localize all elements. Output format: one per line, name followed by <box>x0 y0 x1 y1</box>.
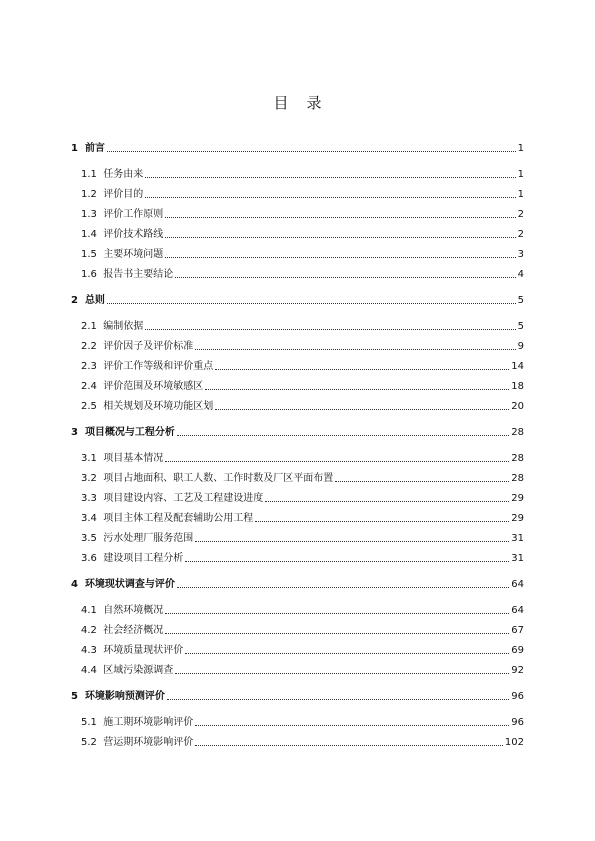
toc-entry-title: 编制依据 <box>103 321 144 332</box>
toc-entry-number: 1.1 <box>81 169 97 180</box>
toc-section-entry[interactable] <box>81 188 524 201</box>
toc-dot-leader <box>195 745 503 746</box>
toc-entry-label <box>81 360 214 373</box>
toc-entry-number: 3 <box>71 427 78 438</box>
toc-entry-label <box>81 604 164 617</box>
toc-section-entry[interactable] <box>81 360 524 373</box>
toc-entry-number: 2.5 <box>81 401 97 412</box>
toc-entry-number: 2.4 <box>81 381 97 392</box>
toc-dot-leader <box>177 587 509 588</box>
toc-entry-number: 3.1 <box>81 453 97 464</box>
toc-dot-leader <box>177 435 509 436</box>
toc-entry-title: 建设项目工程分析 <box>103 553 184 564</box>
toc-section-entry[interactable] <box>81 400 524 413</box>
toc-section-entry[interactable] <box>81 552 524 565</box>
toc-entry-label <box>81 400 214 413</box>
toc-section-entry[interactable] <box>81 208 524 221</box>
toc-entry-label <box>81 228 164 241</box>
toc-entry-title: 社会经济概况 <box>103 625 164 636</box>
toc-entry-title: 前言 <box>84 143 105 154</box>
toc-entry-title: 评价工作等级和评价重点 <box>103 361 214 372</box>
toc-section-entry[interactable] <box>81 736 524 749</box>
toc-page-number: 64 <box>511 579 524 590</box>
toc-entry-label <box>81 188 144 201</box>
toc-dot-leader <box>215 409 509 410</box>
toc-section-entry[interactable] <box>81 228 524 241</box>
toc-page-number: 4 <box>517 269 524 280</box>
toc-entry-title: 自然环境概况 <box>103 605 164 616</box>
toc-entry-title: 营运期环境影响评价 <box>103 737 194 748</box>
toc-section-entry[interactable] <box>81 380 524 393</box>
toc-section-entry[interactable] <box>81 472 524 485</box>
toc-dot-leader <box>145 177 515 178</box>
toc-dot-leader <box>145 197 515 198</box>
toc-entry-number: 1.2 <box>81 189 97 200</box>
toc-entry-number: 5 <box>71 691 78 702</box>
toc-section-entry[interactable] <box>81 604 524 617</box>
toc-entry-number: 5.1 <box>81 717 97 728</box>
toc-page-number: 96 <box>511 717 524 728</box>
toc-dot-leader <box>195 349 515 350</box>
toc-entry-title: 任务由来 <box>103 169 144 180</box>
toc-page-number: 31 <box>511 533 524 544</box>
toc-dot-leader <box>175 673 509 674</box>
toc-entry-number: 1 <box>71 143 78 154</box>
toc-entry-number: 1.3 <box>81 209 97 220</box>
toc-entry-label <box>71 690 166 703</box>
toc-entry-number: 4 <box>71 579 78 590</box>
toc-entry-number: 4.4 <box>81 665 97 676</box>
toc-entry-label <box>81 716 194 729</box>
toc-dot-leader <box>165 217 515 218</box>
toc-entry-title: 评价工作原则 <box>103 209 164 220</box>
toc-chapter-entry[interactable] <box>71 690 524 703</box>
toc-dot-leader <box>107 303 516 304</box>
toc-entry-label <box>71 294 106 307</box>
toc-page-number: 1 <box>517 189 524 200</box>
toc-entry-title: 污水处理厂服务范围 <box>103 533 194 544</box>
toc-entry-label <box>81 532 194 545</box>
toc-entry-label <box>81 552 184 565</box>
toc-entry-title: 项目建设内容、工艺及工程建设进度 <box>103 493 264 504</box>
toc-entry-number: 3.3 <box>81 493 97 504</box>
toc-dot-leader <box>185 561 509 562</box>
toc-section-entry[interactable] <box>81 664 524 677</box>
toc-dot-leader <box>175 277 515 278</box>
toc-entry-label <box>71 426 176 439</box>
toc-page-number: 18 <box>511 381 524 392</box>
toc-page-number: 31 <box>511 553 524 564</box>
toc-entry-title: 项目主体工程及配套辅助公用工程 <box>103 513 254 524</box>
toc-dot-leader <box>165 461 509 462</box>
toc-entry-title: 环境影响预测评价 <box>84 691 165 702</box>
toc-entry-number: 1.6 <box>81 269 97 280</box>
toc-entry-label <box>81 208 164 221</box>
toc-entry-number: 1.4 <box>81 229 97 240</box>
toc-entry-title: 主要环境问题 <box>103 249 164 260</box>
toc-entry-number: 4.1 <box>81 605 97 616</box>
toc-chapter-entry[interactable] <box>71 142 524 155</box>
toc-page-number: 64 <box>511 605 524 616</box>
toc-entry-number: 2.3 <box>81 361 97 372</box>
toc-dot-leader <box>195 541 509 542</box>
toc-entry-label <box>81 492 264 505</box>
toc-page-number: 20 <box>511 401 524 412</box>
toc-dot-leader <box>215 369 509 370</box>
toc-entry-number: 2.1 <box>81 321 97 332</box>
toc-page-number: 92 <box>511 665 524 676</box>
toc-entry-label <box>81 624 164 637</box>
toc-entry-number: 4.2 <box>81 625 97 636</box>
toc-entry-label <box>81 268 174 281</box>
toc-section-entry[interactable] <box>81 452 524 465</box>
toc-entry-label <box>81 248 164 261</box>
toc-entry-title: 报告书主要结论 <box>103 269 174 280</box>
toc-chapter-entry[interactable] <box>71 578 524 591</box>
toc-entry-label <box>71 578 176 591</box>
toc-entry-label <box>81 320 144 333</box>
toc-entry-label <box>81 380 204 393</box>
toc-page-number: 3 <box>517 249 524 260</box>
toc-section-entry[interactable] <box>81 644 524 657</box>
toc-entry-title: 区域污染源调查 <box>103 665 174 676</box>
toc-page-number: 28 <box>511 453 524 464</box>
toc-entry-title: 相关规划及环境功能区划 <box>103 401 214 412</box>
toc-title: 目录 <box>273 94 340 112</box>
toc-dot-leader <box>195 725 509 726</box>
toc-entry-number: 3.4 <box>81 513 97 524</box>
toc-page-number: 2 <box>517 229 524 240</box>
toc-page-number: 14 <box>511 361 524 372</box>
toc-dot-leader <box>165 257 515 258</box>
toc-section-entry[interactable] <box>81 532 524 545</box>
toc-entry-number: 5.2 <box>81 737 97 748</box>
toc-page-number: 28 <box>511 473 524 484</box>
toc-entry-title: 项目概况与工程分析 <box>84 427 175 438</box>
toc-entry-label <box>81 736 194 749</box>
toc-entry-title: 项目占地面积、职工人数、工作时数及厂区平面布置 <box>103 473 334 484</box>
toc-entry-title: 环境现状调查与评价 <box>84 579 175 590</box>
toc-dot-leader <box>205 389 509 390</box>
toc-entry-title: 评价因子及评价标准 <box>103 341 194 352</box>
toc-page-number: 2 <box>517 209 524 220</box>
toc-dot-leader <box>167 699 509 700</box>
toc-page-number: 29 <box>511 513 524 524</box>
toc-entry-label <box>81 664 174 677</box>
toc-entry-title: 评价技术路线 <box>103 229 164 240</box>
toc-entry-title: 项目基本情况 <box>103 453 164 464</box>
toc-dot-leader <box>185 653 509 654</box>
toc-entry-number: 1.5 <box>81 249 97 260</box>
toc-section-entry[interactable] <box>81 624 524 637</box>
toc-section-entry[interactable] <box>81 268 524 281</box>
toc-entry-label <box>81 452 164 465</box>
toc-page-number: 5 <box>517 295 524 306</box>
toc-entry-label <box>81 168 144 181</box>
toc-section-entry[interactable] <box>81 716 524 729</box>
toc-entry-title: 环境质量现状评价 <box>103 645 184 656</box>
toc-page-number: 67 <box>511 625 524 636</box>
toc-page-number: 96 <box>511 691 524 702</box>
toc-section-entry[interactable] <box>81 320 524 333</box>
toc-dot-leader <box>145 329 515 330</box>
toc-entry-label <box>71 142 106 155</box>
toc-page-number: 5 <box>517 321 524 332</box>
toc-entry-number: 2.2 <box>81 341 97 352</box>
toc-entry-title: 施工期环境影响评价 <box>103 717 194 728</box>
toc-entry-label <box>81 472 334 485</box>
toc-entry-label <box>81 512 254 525</box>
toc-dot-leader <box>265 501 509 502</box>
toc-page-number: 29 <box>511 493 524 504</box>
toc-entry-number: 3.6 <box>81 553 97 564</box>
toc-page-number: 102 <box>504 737 524 748</box>
toc-dot-leader <box>165 613 509 614</box>
toc-entry-label <box>81 644 184 657</box>
toc-page-number: 1 <box>517 169 524 180</box>
toc-section-entry[interactable] <box>81 248 524 261</box>
toc-section-entry[interactable] <box>81 492 524 505</box>
toc-page-number: 69 <box>511 645 524 656</box>
toc-dot-leader <box>165 633 509 634</box>
toc-page-number: 28 <box>511 427 524 438</box>
toc-entry-title: 评价范围及环境敏感区 <box>103 381 204 392</box>
toc-section-entry[interactable] <box>81 340 524 353</box>
toc-section-entry[interactable] <box>81 168 524 181</box>
toc-chapter-entry[interactable] <box>71 294 524 307</box>
toc-dot-leader <box>255 521 509 522</box>
toc-page-number: 9 <box>517 341 524 352</box>
toc-chapter-entry[interactable] <box>71 426 524 439</box>
toc-dot-leader <box>107 151 516 152</box>
toc-dot-leader <box>335 481 509 482</box>
toc-entry-number: 3.5 <box>81 533 97 544</box>
toc-section-entry[interactable] <box>81 512 524 525</box>
toc-entry-title: 总则 <box>84 295 105 306</box>
toc-entry-number: 3.2 <box>81 473 97 484</box>
toc-dot-leader <box>165 237 515 238</box>
toc-page-number: 1 <box>517 143 524 154</box>
toc-entry-number: 2 <box>71 295 78 306</box>
toc-entry-label <box>81 340 194 353</box>
toc-entry-title: 评价目的 <box>103 189 144 200</box>
toc-entry-number: 4.3 <box>81 645 97 656</box>
